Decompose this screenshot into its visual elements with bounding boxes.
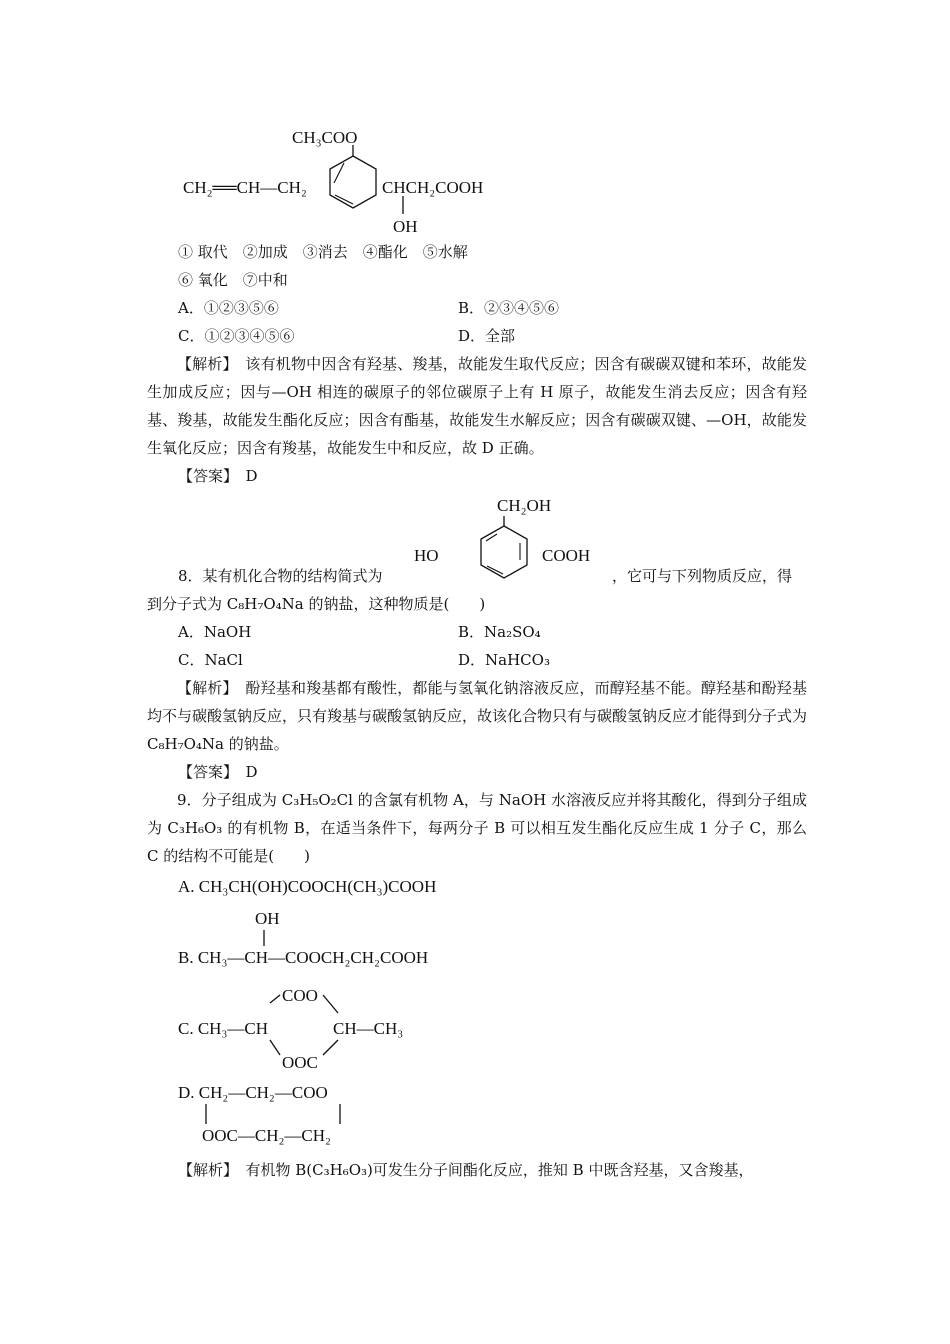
q9-d-line2: OOC—CH₂—CH₂: [202, 1126, 331, 1145]
q7-top-group: CH₃COO: [292, 128, 358, 147]
q8-stem-end: ，它可与下列物质反应，得: [612, 567, 793, 585]
q9-c-left: C. CH₃—CH: [178, 1019, 268, 1038]
q9-option-a: A. CH₃CH(OH)COOCH(CH₃)COOH: [178, 877, 437, 896]
q7-choice-a: A．①②③⑤⑥: [178, 299, 279, 317]
q8-choice-a: A．NaOH: [178, 623, 252, 641]
q8-answer: 【答案】 D: [178, 763, 258, 781]
q9-stem: 9．分子组成为 C₃H₅O₂Cl 的含氯有机物 A，与 NaOH 水溶液反应并将其酸化，得到分子组成为 C₃H₆O₃ 的有机物 B，在适当条件下，每两分子 B 可以相互发生酯化反应生成 1 分子 C，那么 C 的结构不可能是( ): [147, 791, 807, 865]
q9-analysis: 【解析】 有机物 B(C₃H₆O₃)可发生分子间酯化反应，推知 B 中既含羟基，又含羧基，: [178, 1161, 754, 1179]
q9-d-line1: D. CH₂—CH₂—COO: [178, 1083, 328, 1102]
q7-choice-c: C．①②③④⑤⑥: [178, 327, 295, 345]
q8-stem-line2: 到分子式为 C₈H₇O₄Na 的钠盐，这种物质是( ): [147, 595, 486, 613]
q9-c-bottom: OOC: [282, 1053, 318, 1072]
q8-right-group: COOH: [542, 546, 591, 565]
q7-answer: 【答案】 D: [178, 467, 258, 485]
q9-b-main: B. CH₃—CH—COOCH₂CH₂COOH: [178, 948, 429, 967]
q8-choice-b: B．Na₂SO₄: [458, 623, 541, 641]
q9-c-top: COO: [282, 986, 318, 1005]
q8-choice-c: C．NaCl: [178, 651, 243, 669]
q7-options-line1: ① 取代 ②加成 ③消去 ④酯化 ⑤水解: [178, 243, 468, 261]
q7-analysis: 【解析】 该有机物中因含有羟基、羧基，故能发生取代反应；因含有碳碳双键和苯环，故能发生加成反应；因与—OH 相连的碳原子的邻位碳原子上有 H 原子，故能发生消去反应；因含有羟基、羧基，故能发生酯化反应；因含有酯基，故能发生水解反应；因含有碳碳双键、—OH，故能发生氧化反应；因含有羧基，故能发生中和反应，故 D 正确。: [147, 355, 807, 457]
q7-left-chain: CH₂══CH—CH₂: [183, 178, 307, 197]
q8-left-group: HO: [414, 546, 439, 565]
q7-choice-b: B．②③④⑤⑥: [458, 299, 560, 317]
q8-choice-d: D．NaHCO₃: [458, 651, 550, 669]
q7-options-line2: ⑥ 氧化 ⑦中和: [178, 271, 288, 289]
q7-choice-d: D．全部: [458, 327, 516, 345]
q7-bottom-oh: OH: [393, 217, 418, 236]
q8-stem-start: 8．某有机化合物的结构简式为: [178, 567, 383, 585]
q9-b-oh: OH: [255, 909, 280, 928]
q9-c-right: CH—CH₃: [333, 1019, 404, 1038]
q8-top-group: CH₂OH: [497, 496, 552, 515]
q8-analysis: 【解析】 酚羟基和羧基都有酸性，都能与氢氧化钠溶液反应，而醇羟基不能。醇羟基和酚羟基均不与碳酸氢钠反应，只有羧基与碳酸氢钠反应，故该化合物只有与碳酸氢钠反应才能得到分子式为 C₈H₇O₄Na 的钠盐。: [147, 679, 808, 753]
q7-right-chain: CHCH₂COOH: [382, 178, 484, 197]
